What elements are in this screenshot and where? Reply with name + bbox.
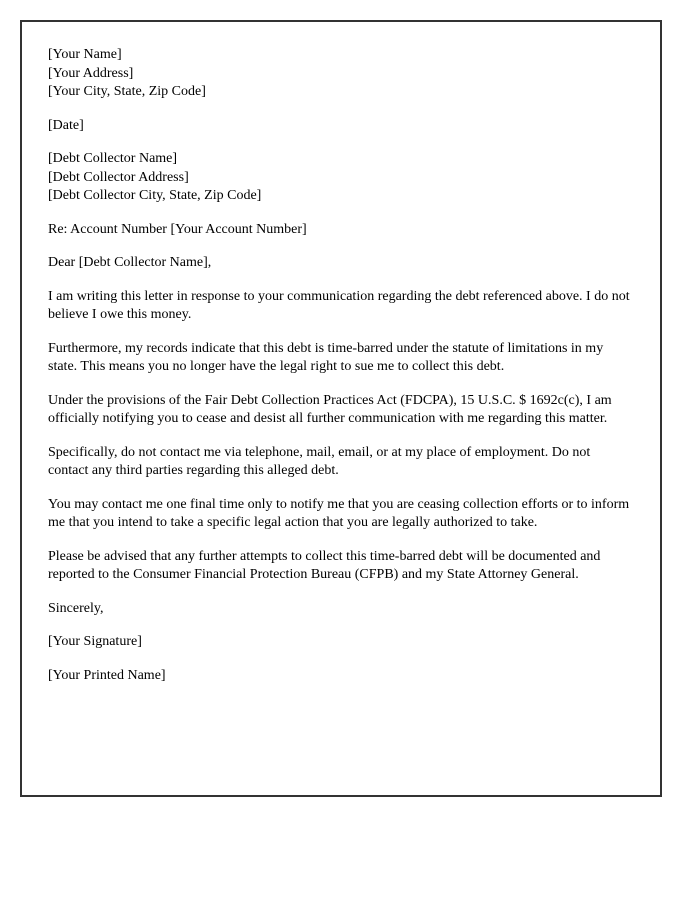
date-line: [Date]: [48, 117, 84, 133]
printed-name-placeholder: [Your Printed Name]: [48, 667, 166, 683]
sender-address-block: [48, 46, 634, 102]
closing: Sincerely,: [48, 600, 104, 616]
sender-name: [Your Name]: [48, 47, 122, 62]
sender-address: [Your Address]: [48, 65, 134, 81]
body-paragraph: Please be advised that any further attempts to collect this time-barred debt will be documented and reported to the Consumer Financial Protection Bureau (CFPB) and my State Attorney General.: [48, 548, 601, 582]
body-paragraph: Under the provisions of the Fair Debt Collection Practices Act (FDCPA), 15 U.S.C. $ 1692c(c), I am officially notifying you to cease and desist all further communication with me regarding this matter.: [48, 392, 612, 426]
recipient-address: [Debt Collector Address]: [48, 169, 189, 185]
sender-city-state-zip: [Your City, State, Zip Code]: [48, 84, 206, 99]
body-paragraph: Specifically, do not contact me via telephone, mail, email, or at my place of employment. Do not contact any third parties regarding this alleged debt.: [48, 444, 591, 478]
recipient-name: [Debt Collector Name]: [48, 151, 178, 166]
signature-placeholder: [Your Signature]: [48, 634, 142, 649]
body-paragraph: Furthermore, my records indicate that this debt is time-barred under the statute of limitations in my state. This means you no longer have the legal right to sue me to collect this debt.: [48, 340, 604, 374]
recipient-address-block: [48, 150, 634, 206]
letter-page: [20, 20, 662, 797]
recipient-city-state-zip: [Debt Collector City, State, Zip Code]: [48, 188, 262, 203]
salutation: Dear [Debt Collector Name],: [48, 255, 212, 270]
body-paragraph: I am writing this letter in response to your communication regarding the debt referenced above. I do not believe I owe this money.: [48, 288, 630, 322]
body-paragraph: You may contact me one final time only to notify me that you are ceasing collection efforts or to inform me that you intend to take a specific legal action that you are legally authorized to take.: [48, 496, 630, 530]
subject-line: Re: Account Number [Your Account Number]: [48, 221, 307, 237]
